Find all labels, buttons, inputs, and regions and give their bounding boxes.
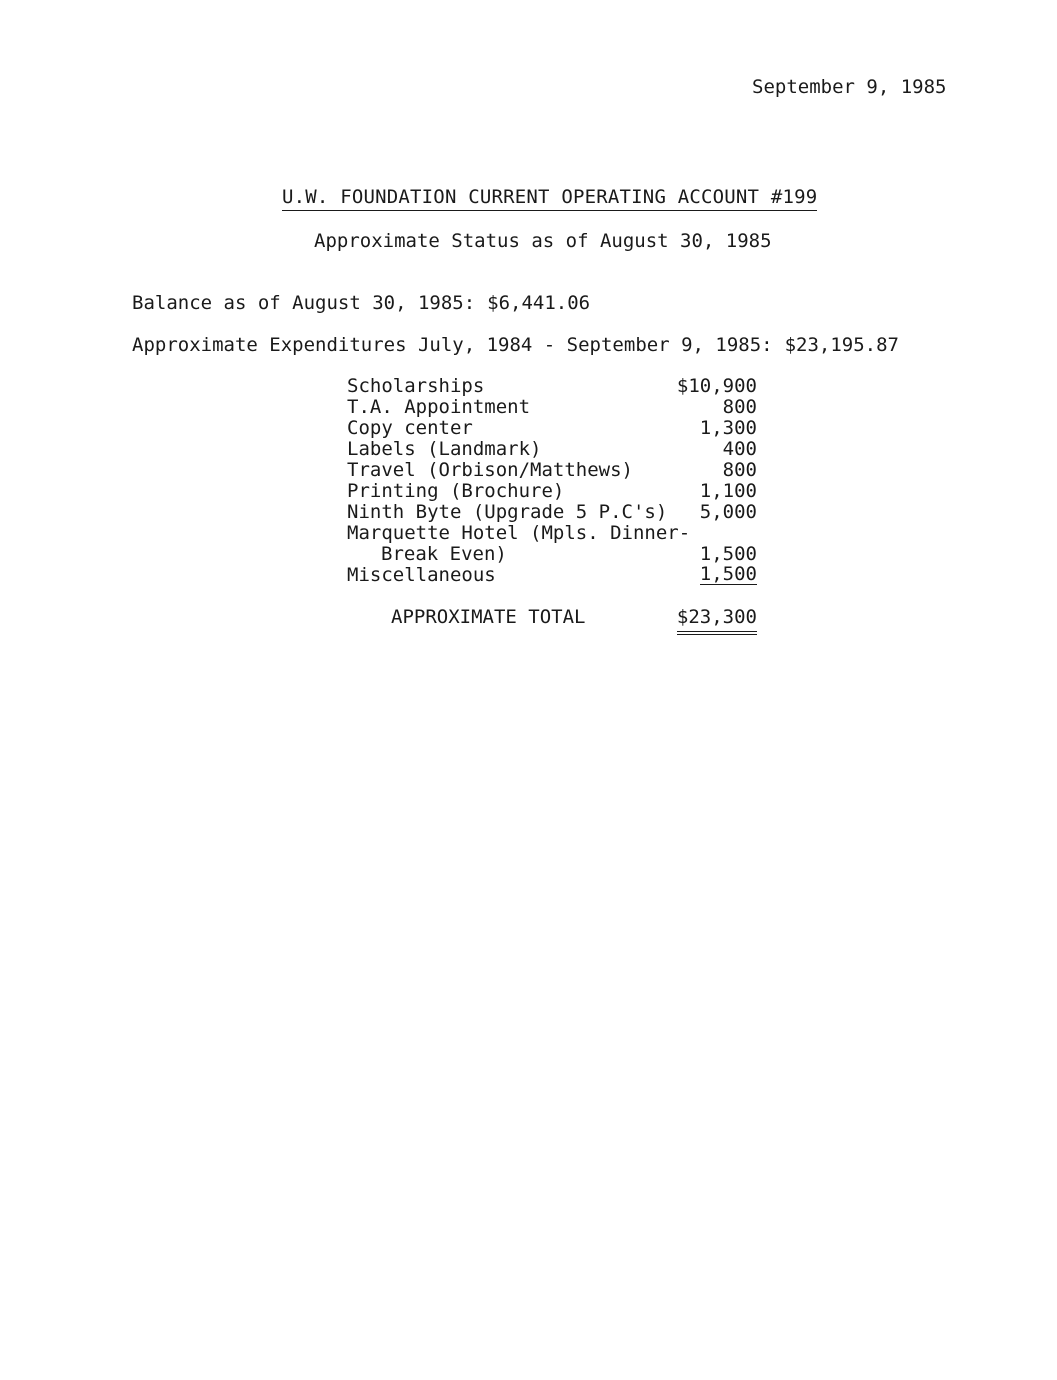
item-label: Miscellaneous [347,564,496,586]
document-date: September 9, 1985 [752,76,947,98]
table-row [347,565,759,586]
table-row [347,460,759,481]
total-row [347,606,759,630]
table-row [347,502,759,523]
item-label: Printing (Brochure) [347,480,565,502]
balance-value: $6,441.06 [487,292,591,314]
item-amount: 1,500 [699,543,757,565]
item-amount: 1,100 [699,480,757,502]
table-row [347,439,759,460]
table-row [347,544,759,565]
total-label: APPROXIMATE TOTAL [391,606,586,628]
item-label: Labels (Landmark) [347,438,542,460]
balance-label: Balance as of August 30, 1985: [132,292,476,314]
item-amount-underlined: 1,500 [699,563,757,585]
item-label: Ninth Byte (Upgrade 5 P.C's) [347,501,668,523]
item-label: Marquette Hotel (Mpls. Dinner- [347,522,691,544]
table-row [347,523,759,544]
document-title: U.W. FOUNDATION CURRENT OPERATING ACCOUNT #199 [282,186,817,211]
expenditures-label: Approximate Expenditures July, 1984 - September 9, 1985: [132,334,773,356]
expenditure-table [347,376,759,586]
expenditures-line [132,334,899,356]
item-label-continued: Break Even) [381,543,507,565]
item-amount: 5,000 [699,501,757,523]
item-label: Scholarships [347,375,485,397]
table-row [347,397,759,418]
expenditures-value: $23,195.87 [784,334,899,356]
item-amount: $10,900 [676,375,757,397]
item-amount: 1,300 [699,417,757,439]
balance-line [132,292,590,314]
item-amount: 800 [722,459,757,481]
item-label: T.A. Appointment [347,396,531,418]
item-amount: 800 [722,396,757,418]
document-subtitle: Approximate Status as of August 30, 1985 [314,230,772,252]
item-label: Travel (Orbison/Matthews) [347,459,633,481]
table-row [347,481,759,502]
table-row [347,418,759,439]
table-row [347,376,759,397]
total-value: $23,300 [677,606,757,635]
item-amount: 400 [722,438,757,460]
item-label: Copy center [347,417,473,439]
